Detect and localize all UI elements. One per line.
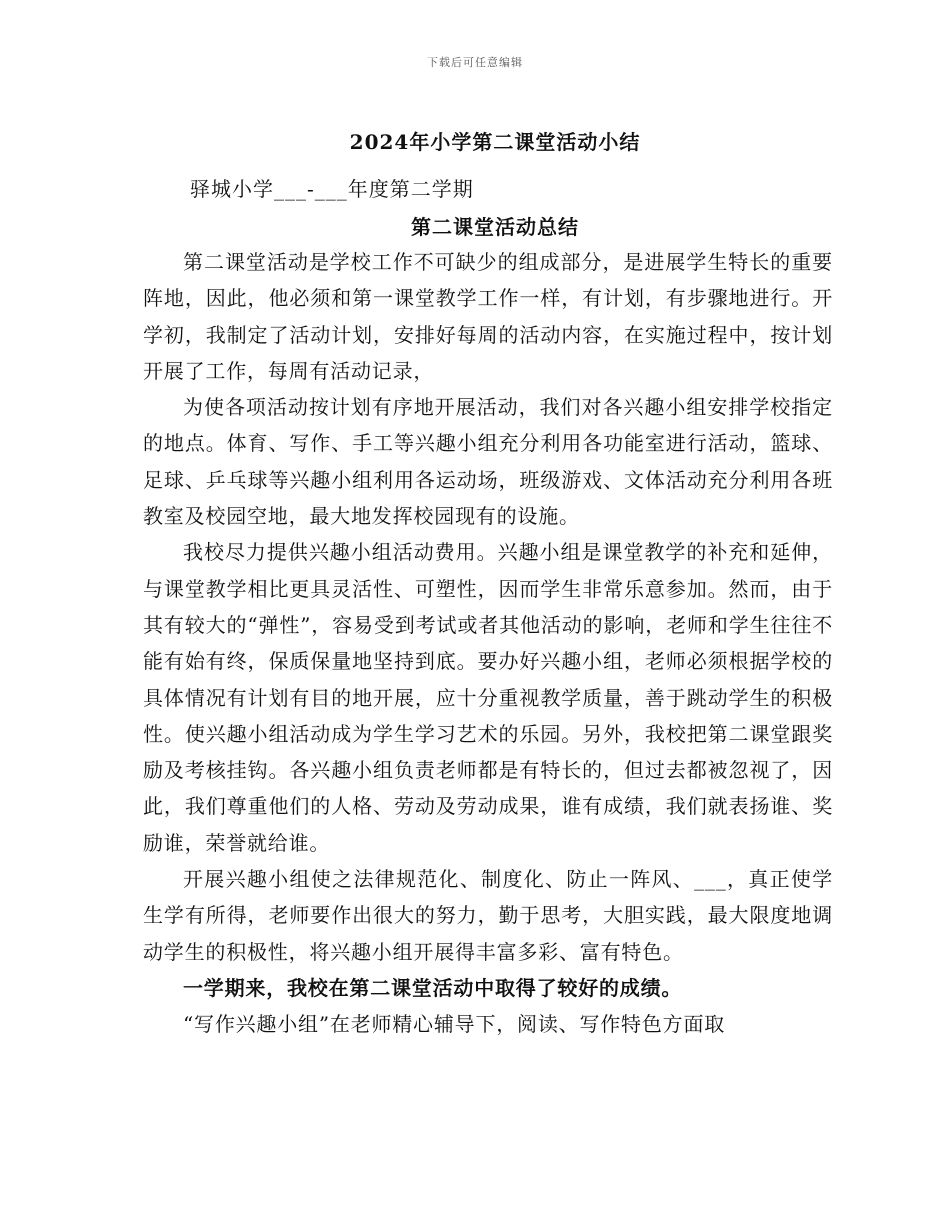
paragraph-achievements-heading: 一学期来，我校在第二课堂活动中取得了较好的成绩。: [183, 975, 683, 1000]
paragraph-funding-and-rewards: 我校尽力提供兴趣小组活动费用。兴趣小组是课堂教学的补充和延伸，与课堂教学相比更具灵活性、可塑性，因而学生非常乐意参加。然而，由于其有较大的“弹性”，容易受到考试或者其他活动的影响，老师和学生往往不能有始有终，保质保量地坚持到底。要办好兴趣小组，老师必须根据学校的具体情况有计划有目的地开展，应十分重视教学质量，善于跳动学生的积极性。使兴趣小组活动成为学生学习艺术的乐园。另外，我校把第二课堂跟奖励及考核挂钩。各兴趣小组负责老师都是有特长的，但过去都被忽视了，因此，我们尊重他们的人格、劳动及劳动成果，谁有成绩，我们就表扬谁、奖励谁，荣誉就给谁。: [143, 540, 833, 855]
document-title: 2024年小学第二课堂活动小结: [349, 130, 641, 154]
school-term-line: 驿城小学___-___年度第二学期: [190, 177, 474, 201]
paragraph-activity-overview: 第二课堂活动是学校工作不可缺少的组成部分，是进展学生特长的重要阵地，因此，他必须和第一课堂教学工作一样，有计划，有步骤地进行。开学初，我制定了活动计划，安排好每周的活动内容，在实施过程中，按计划开展了工作，每周有活动记录，: [143, 250, 833, 383]
section-title: 第二课堂活动总结: [411, 215, 579, 239]
document-body: [143, 244, 833, 1043]
paragraph-writing-group: “写作兴趣小组”在老师精心辅导下，阅读、写作特色方面取: [183, 1012, 726, 1037]
paragraph-activity-venues: 为使各项活动按计划有序地开展活动，我们对各兴趣小组安排学校指定的地点。体育、写作、手工等兴趣小组充分利用各功能室进行活动，篮球、足球、乒乓球等兴趣小组利用各运动场，班级游戏、文体活动充分利用各班教室及校园空地，最大地发挥校园现有的设施。: [143, 395, 833, 529]
paragraph-standardization: 开展兴趣小组使之法律规范化、制度化、防止一阵风、___，真正使学生学有所得，老师要作出很大的努力，勤于思考，大胆实践，最大限度地调动学生的积极性，将兴趣小组开展得丰富多彩、富有特色。: [143, 867, 833, 964]
header-note: 下载后可任意编辑: [427, 56, 523, 69]
